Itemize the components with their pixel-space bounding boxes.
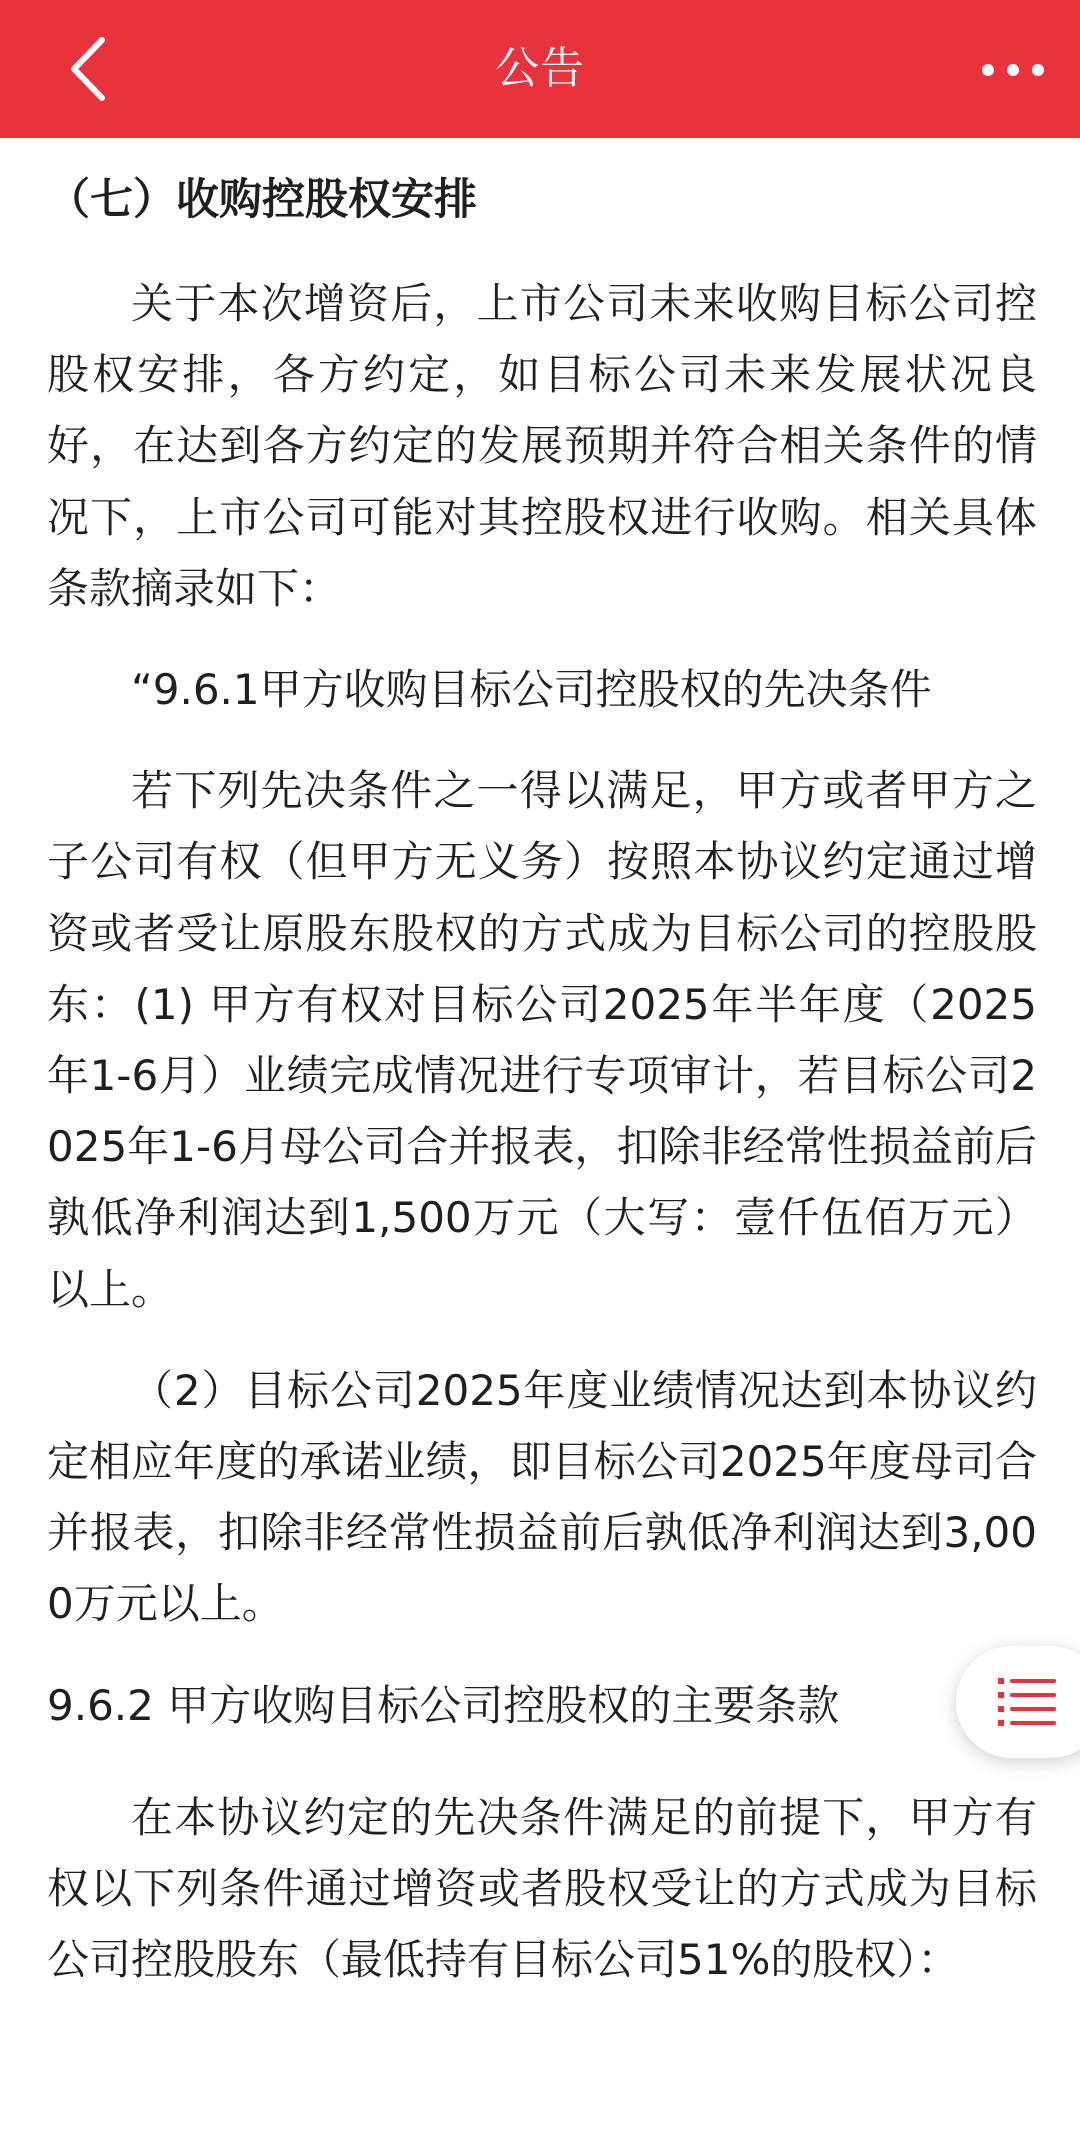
page-title: 公告 <box>495 43 585 94</box>
paragraph-intro: 关于本次增资后，上市公司未来收购目标公司控股权安排，各方约定，如目标公司未来发展状况良好，在达到各方约定的发展预期并符合相关条件的情况下，上市公司可能对其控股权进行收购。相关具体条款摘录如下： <box>47 279 1037 613</box>
more-horizontal-icon <box>974 46 1052 94</box>
list-icon <box>998 1676 1058 1728</box>
paragraph-condition-2: （2）目标公司2025年度业绩情况达到本协议约定相应年度的承诺业绩，即目标公司2025年度母司合并报表，扣除非经常性损益前后孰低净利润达到3,000万元以上。 <box>47 1365 1037 1629</box>
section-heading: （七）收购控股权安排 <box>47 175 477 225</box>
article-content <box>47 164 1037 2025</box>
subsection-heading: 9.6.2 甲方收购目标公司控股权的主要条款 <box>47 1680 840 1730</box>
table-of-contents-button[interactable] <box>956 1646 1080 1758</box>
top-bar <box>0 0 1080 138</box>
paragraph-condition-1: 若下列先决条件之一得以满足，甲方或者甲方之子公司有权（但甲方无义务）按照本协议约定通过增资或者受让原股东股权的方式成为目标公司的控股股东：(1) 甲方有权对目标公司2025年半年度（2025年1-6月）业绩完成情况进行专项审计，若目标公司2025年1-6月母公司合并报表，扣除非经常性损益前后孰低净利润达到1,500万元（大写：壹仟伍佰万元）以上。 <box>47 766 1037 1314</box>
paragraph-clause-title: “9.6.1甲方收购目标公司控股权的先决条件 <box>131 665 932 715</box>
paragraph-main-terms: 在本协议约定的先决条件满足的前提下，甲方有权以下列条件通过增资或者股权受让的方式成为目标公司控股股东（最低持有目标公司51%的股权）： <box>47 1792 1037 1985</box>
more-button[interactable] <box>974 46 1052 94</box>
